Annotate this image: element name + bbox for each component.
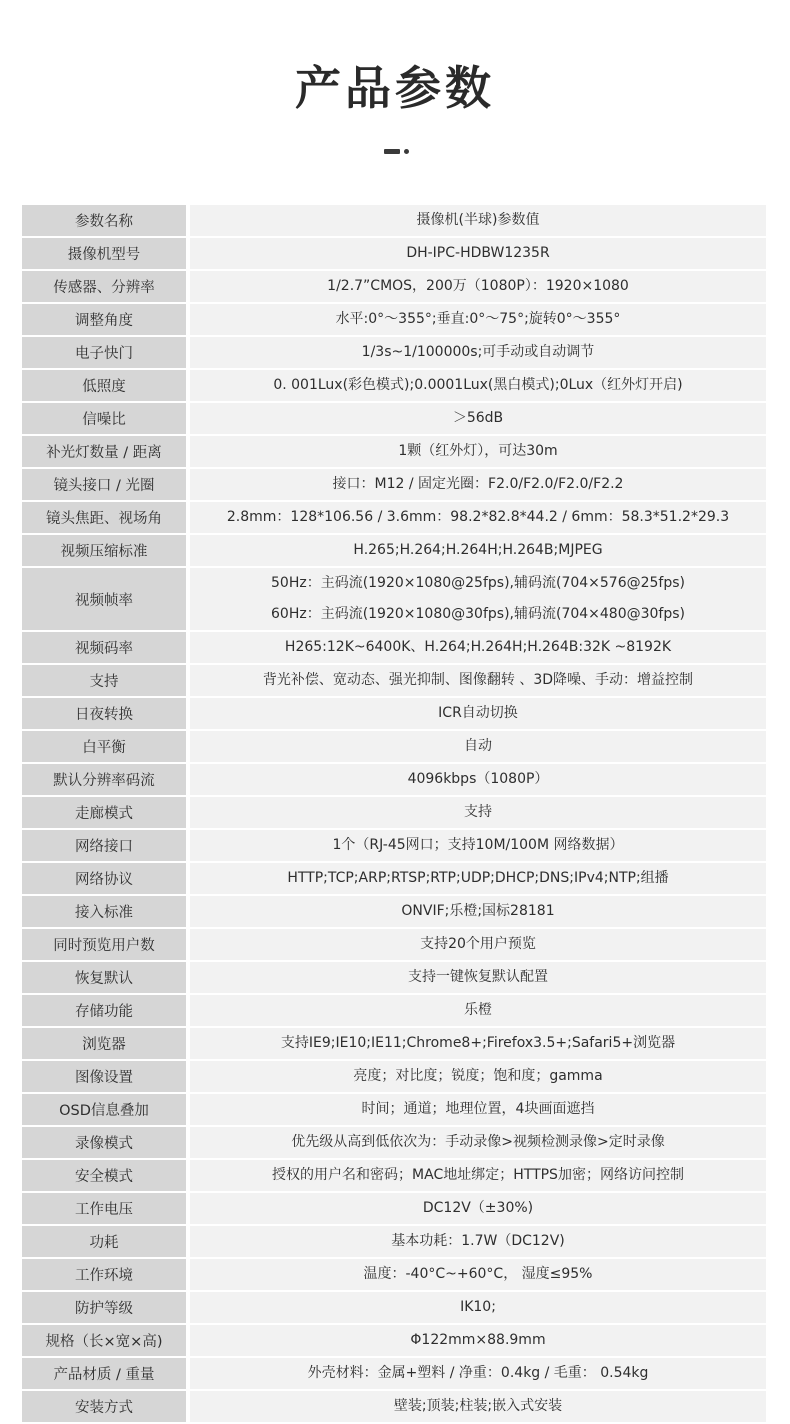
table-row <box>22 436 766 467</box>
param-name: 传感器、分辨率 <box>22 271 186 302</box>
param-value <box>190 929 766 960</box>
param-value <box>190 469 766 500</box>
param-name: 调整角度 <box>22 304 186 335</box>
param-value <box>190 797 766 828</box>
param-value <box>190 1358 766 1389</box>
param-value-line: IK10; <box>460 1299 496 1315</box>
param-value-line: 自动 <box>464 738 492 754</box>
param-name: 信噪比 <box>22 403 186 434</box>
table-row <box>22 1061 766 1092</box>
param-value <box>190 830 766 861</box>
table-row <box>22 1259 766 1290</box>
table-row <box>22 731 766 762</box>
table-row <box>22 995 766 1026</box>
param-name: 功耗 <box>22 1226 186 1257</box>
param-value-line: 水平:0°～355°;垂直:0°～75°;旋转0°～355° <box>335 311 621 327</box>
param-name: 产品材质 / 重量 <box>22 1358 186 1389</box>
param-name: 安全模式 <box>22 1160 186 1191</box>
param-value <box>190 896 766 927</box>
table-row <box>22 830 766 861</box>
param-name: 工作电压 <box>22 1193 186 1224</box>
table-row <box>22 1160 766 1191</box>
table-row <box>22 502 766 533</box>
param-value <box>190 1061 766 1092</box>
param-value-line: 60Hz：主码流(1920×1080@30fps),辅码流(704×480@30fps) <box>271 606 685 622</box>
param-value-line: 外壳材料：金属+塑料 / 净重：0.4kg / 毛重： 0.54kg <box>307 1365 649 1381</box>
param-name: 工作环境 <box>22 1259 186 1290</box>
table-row <box>22 1391 766 1422</box>
table-row <box>22 337 766 368</box>
param-value <box>190 665 766 696</box>
param-value <box>190 764 766 795</box>
table-row <box>22 1127 766 1158</box>
param-name: 镜头焦距、视场角 <box>22 502 186 533</box>
param-value-line: 4096kbps（1080P） <box>407 771 549 787</box>
param-value-line: 基本功耗：1.7W（DC12V) <box>391 1233 565 1249</box>
table-row <box>22 698 766 729</box>
param-name: 支持 <box>22 665 186 696</box>
param-name: 安装方式 <box>22 1391 186 1422</box>
table-row <box>22 863 766 894</box>
table-row <box>22 1358 766 1389</box>
param-name: 补光灯数量 / 距离 <box>22 436 186 467</box>
param-name: 默认分辨率码流 <box>22 764 186 795</box>
param-name: 白平衡 <box>22 731 186 762</box>
page-title: 产品参数 <box>295 61 495 115</box>
param-value <box>190 535 766 566</box>
param-name: 网络协议 <box>22 863 186 894</box>
param-value <box>190 403 766 434</box>
param-name: 摄像机型号 <box>22 238 186 269</box>
table-row <box>22 665 766 696</box>
param-name: 图像设置 <box>22 1061 186 1092</box>
param-value-line: 1/2.7”CMOS，200万（1080P）：1920×1080 <box>327 278 629 294</box>
param-value-line: 时间；通道；地理位置，4块画面遮挡 <box>361 1101 595 1117</box>
param-value-line: 1/3s~1/100000s;可手动或自动调节 <box>361 344 595 360</box>
table-row <box>22 896 766 927</box>
param-value-line: 壁装;顶装;柱装;嵌入式安装 <box>393 1398 563 1414</box>
param-name: 录像模式 <box>22 1127 186 1158</box>
param-value <box>190 304 766 335</box>
header-param-value <box>190 205 766 236</box>
param-name: 视频压缩标准 <box>22 535 186 566</box>
param-value-line: DC12V（±30%) <box>422 1200 534 1216</box>
table-row <box>22 1292 766 1323</box>
table-row <box>22 304 766 335</box>
table-row <box>22 962 766 993</box>
table-row <box>22 1028 766 1059</box>
param-value <box>190 1226 766 1257</box>
param-value-line: 摄像机(半球)参数值 <box>416 212 540 228</box>
table-header-row <box>22 205 766 236</box>
param-name: 防护等级 <box>22 1292 186 1323</box>
param-value <box>190 1259 766 1290</box>
param-value <box>190 995 766 1026</box>
param-value <box>190 1325 766 1356</box>
param-value-line: 支持一键恢复默认配置 <box>408 969 548 985</box>
param-value-line: H.265;H.264;H.264H;H.264B;MJPEG <box>353 542 603 558</box>
param-name: 走廊模式 <box>22 797 186 828</box>
table-row <box>22 764 766 795</box>
header-param-name: 参数名称 <box>22 205 186 236</box>
param-value <box>190 1028 766 1059</box>
param-value-line: ＞56dB <box>452 410 504 426</box>
param-value-line: 0. 001Lux(彩色模式);0.0001Lux(黑白模式);0Lux（红外灯开启) <box>273 377 683 393</box>
param-value-line: ICR自动切换 <box>438 705 518 721</box>
param-value <box>190 632 766 663</box>
param-value <box>190 271 766 302</box>
param-value-line: 优先级从高到低依次为：手动录像>视频检测录像>定时录像 <box>291 1134 665 1150</box>
table-row <box>22 469 766 500</box>
param-value-line: Φ122mm×88.9mm <box>410 1332 546 1348</box>
table-row <box>22 797 766 828</box>
param-value <box>190 436 766 467</box>
param-value <box>190 1391 766 1422</box>
table-row <box>22 1094 766 1125</box>
param-value-line: 温度：-40°C~+60°C， 湿度≤95% <box>363 1266 593 1282</box>
param-name: 存储功能 <box>22 995 186 1026</box>
param-value <box>190 1292 766 1323</box>
param-name: 视频码率 <box>22 632 186 663</box>
param-value-line: 亮度；对比度；锐度；饱和度；gamma <box>353 1068 603 1084</box>
param-name: 浏览器 <box>22 1028 186 1059</box>
param-value-line: 授权的用户名和密码；MAC地址绑定；HTTPS加密；网络访问控制 <box>272 1167 684 1183</box>
title-divider-bar <box>384 149 400 154</box>
param-value <box>190 238 766 269</box>
param-value-line: DH-IPC-HDBW1235R <box>406 245 550 261</box>
table-row <box>22 568 766 630</box>
param-name: 恢复默认 <box>22 962 186 993</box>
title-divider-dot <box>404 149 409 154</box>
table-row <box>22 238 766 269</box>
param-value <box>190 1193 766 1224</box>
param-value-line: 接口：M12 / 固定光圈：F2.0/F2.0/F2.0/F2.2 <box>332 476 624 492</box>
param-name: 电子快门 <box>22 337 186 368</box>
param-value <box>190 502 766 533</box>
param-name: 视频帧率 <box>22 568 186 630</box>
param-value-line: 支持20个用户预览 <box>420 936 536 952</box>
param-value-line: HTTP;TCP;ARP;RTSP;RTP;UDP;DHCP;DNS;IPv4;NTP;组播 <box>287 870 669 886</box>
table-row <box>22 370 766 401</box>
param-value <box>190 337 766 368</box>
table-row <box>22 1193 766 1224</box>
param-value-line: 2.8mm：128*106.56 / 3.6mm：98.2*82.8*44.2 / 6mm：58.3*51.2*29.3 <box>226 509 730 525</box>
param-value <box>190 568 766 630</box>
param-value-line: 支持IE9;IE10;IE11;Chrome8+;Firefox3.5+;Safari5+浏览器 <box>280 1035 676 1051</box>
param-name: 规格（长×宽×高) <box>22 1325 186 1356</box>
param-value-line: 支持 <box>464 804 492 820</box>
param-name: 同时预览用户数 <box>22 929 186 960</box>
spec-table <box>22 205 766 1424</box>
param-value <box>190 731 766 762</box>
param-value <box>190 1094 766 1125</box>
param-name: 接入标准 <box>22 896 186 927</box>
param-value-line: 1个（RJ-45网口；支持10M/100M 网络数据） <box>332 837 624 853</box>
table-row <box>22 929 766 960</box>
param-value <box>190 1160 766 1191</box>
table-row <box>22 403 766 434</box>
table-row <box>22 632 766 663</box>
param-name: 镜头接口 / 光圈 <box>22 469 186 500</box>
title-divider-decoration <box>384 149 410 155</box>
param-value-line: ONVIF;乐橙;国标28181 <box>401 903 555 919</box>
param-name: 低照度 <box>22 370 186 401</box>
param-name: 网络接口 <box>22 830 186 861</box>
param-value <box>190 1127 766 1158</box>
param-value <box>190 863 766 894</box>
param-value-line: H265:12K~6400K、H.264;H.264H;H.264B:32K ~8192K <box>284 639 672 655</box>
param-value-line: 50Hz：主码流(1920×1080@25fps),辅码流(704×576@25fps) <box>271 575 685 591</box>
table-row <box>22 1325 766 1356</box>
param-name: 日夜转换 <box>22 698 186 729</box>
param-value-line: 乐橙 <box>464 1002 492 1018</box>
table-row <box>22 535 766 566</box>
param-value <box>190 370 766 401</box>
table-row <box>22 1226 766 1257</box>
param-value <box>190 962 766 993</box>
param-value <box>190 698 766 729</box>
table-row <box>22 271 766 302</box>
param-name: OSD信息叠加 <box>22 1094 186 1125</box>
param-value-line: 1颗（红外灯），可达30m <box>398 443 558 459</box>
param-value-line: 背光补偿、宽动态、强光抑制、图像翻转 、3D降噪、手动：增益控制 <box>262 672 694 688</box>
